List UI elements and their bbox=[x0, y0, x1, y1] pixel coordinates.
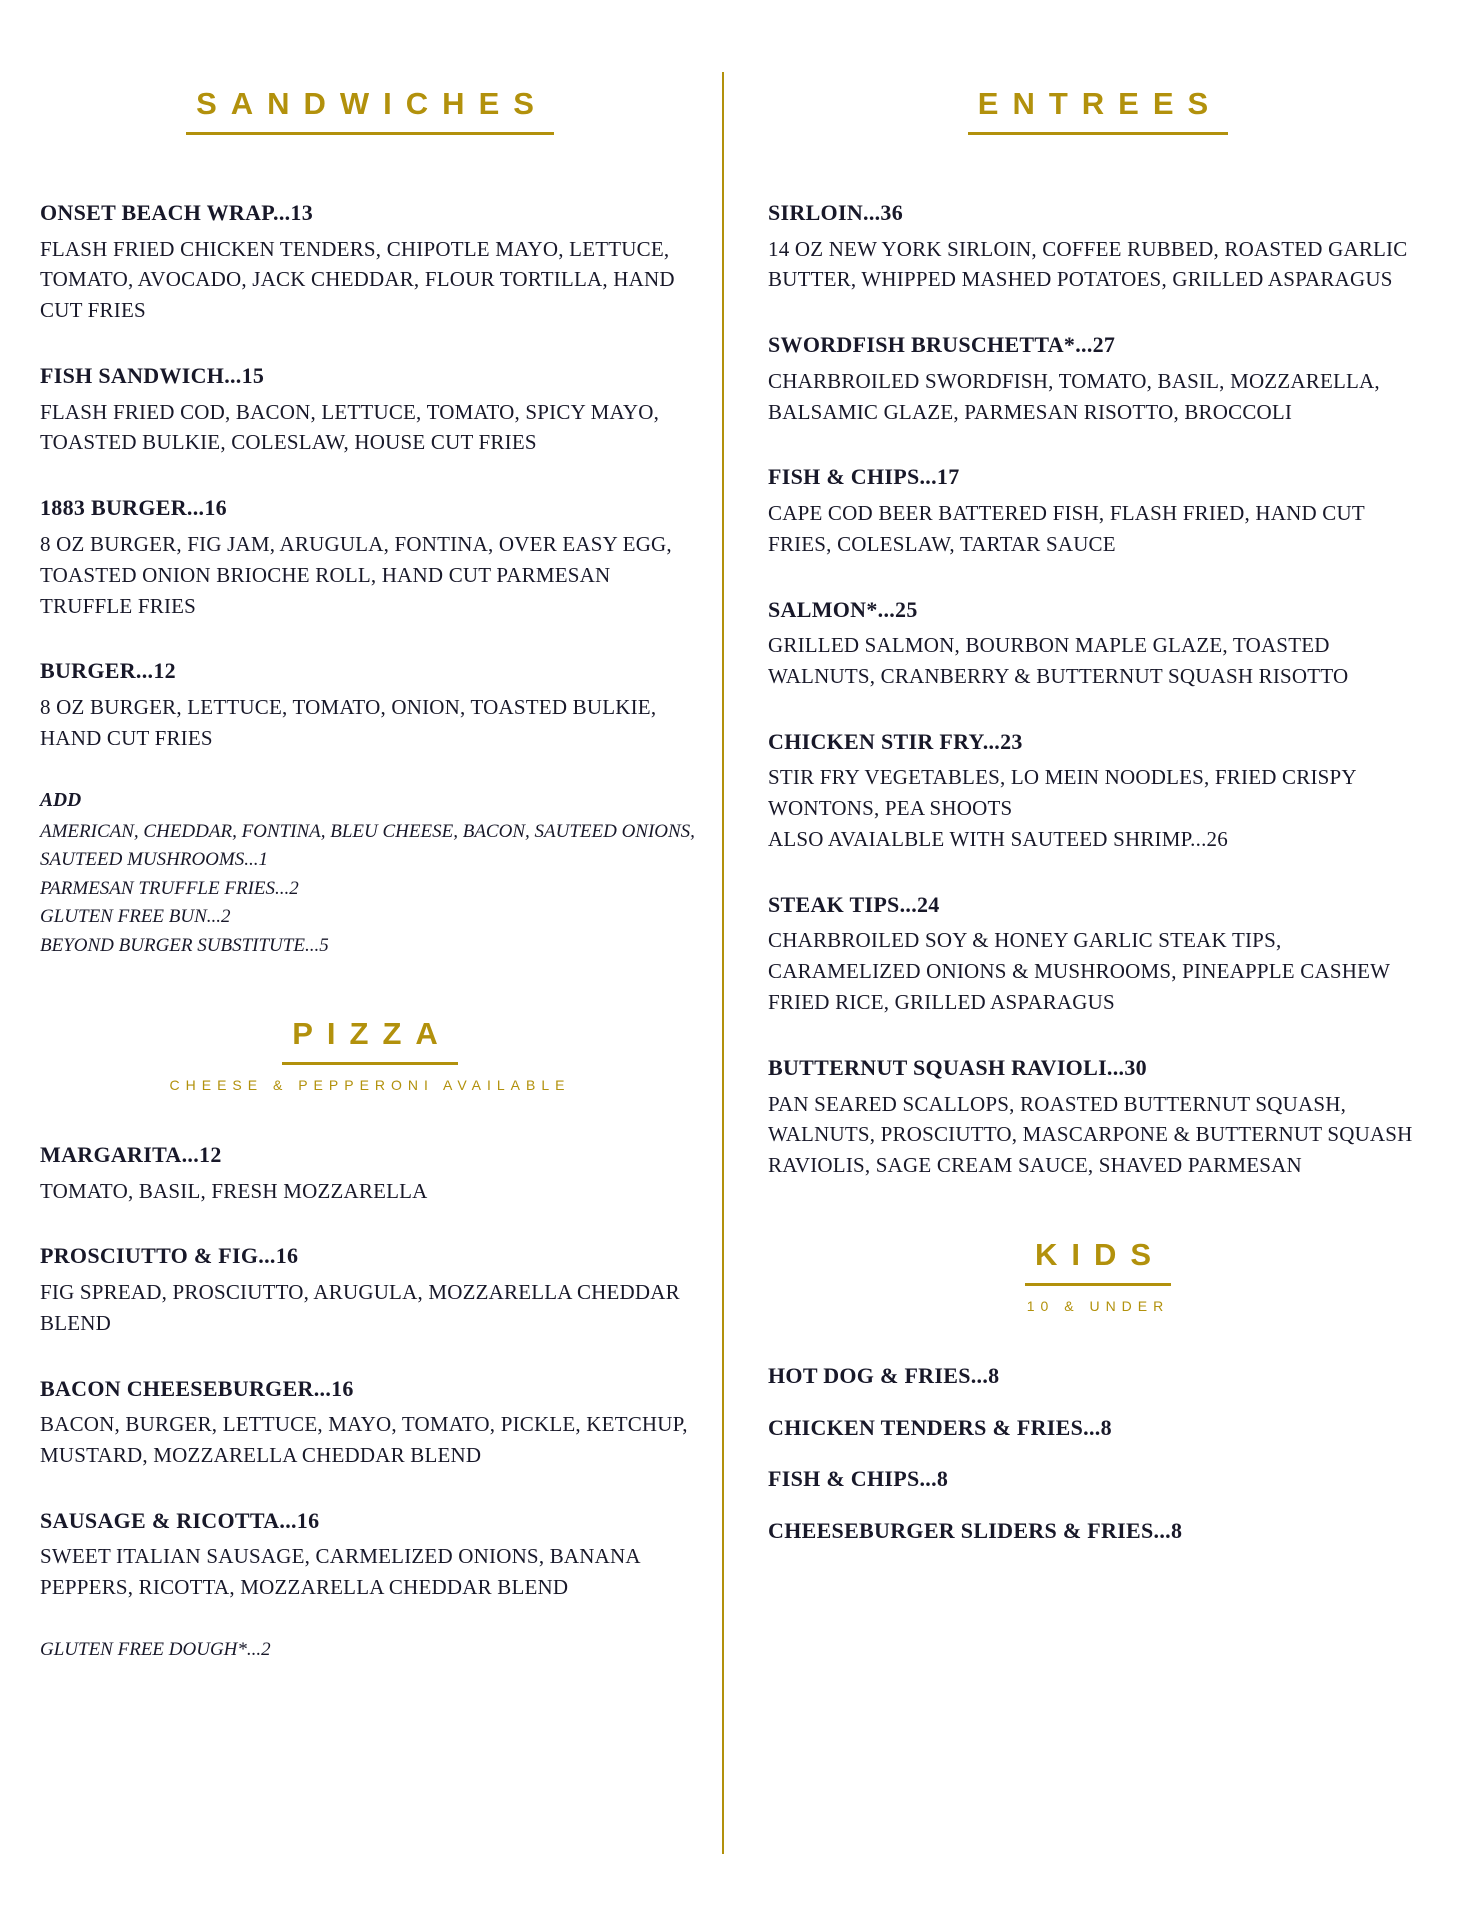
menu-item-name: BURGER...12 bbox=[40, 658, 176, 684]
kids-items bbox=[768, 1362, 1428, 1544]
menu-item bbox=[40, 1141, 700, 1206]
menu-item-name: FISH SANDWICH...15 bbox=[40, 363, 265, 389]
menu-item bbox=[40, 1507, 700, 1603]
menu-item-description: 14 OZ NEW YORK SIRLOIN, COFFEE RUBBED, ROASTED GARLIC BUTTER, WHIPPED MASHED POTATOES, GRILLED ASPARAGUS bbox=[768, 236, 1408, 292]
menu-item-description: PAN SEARED SCALLOPS, ROASTED BUTTERNUT SQUASH, WALNUTS, PROSCIUTTO, MASCARPONE & BUTTERNUT SQUASH RAVIOLIS, SAGE CREAM SAUCE, SHAVED PARMESAN bbox=[768, 1091, 1413, 1178]
menu-item bbox=[40, 362, 700, 458]
addon-line: GLUTEN FREE BUN...2 bbox=[40, 906, 231, 928]
menu-item-name: CHEESEBURGER SLIDERS & FRIES...8 bbox=[768, 1517, 1183, 1543]
column-divider bbox=[722, 72, 724, 1854]
sandwiches-items bbox=[40, 199, 700, 754]
menu-item bbox=[768, 463, 1428, 559]
menu-item-name: STEAK TIPS...24 bbox=[768, 891, 940, 917]
menu-item bbox=[768, 891, 1428, 1018]
menu-item-description: TOMATO, BASIL, FRESH MOZZARELLA bbox=[40, 1178, 428, 1203]
menu-item-description: BACON, BURGER, LETTUCE, MAYO, TOMATO, PICKLE, KETCHUP, MUSTARD, MOZZARELLA CHEDDAR BLEND bbox=[40, 1412, 688, 1468]
section-header-entrees bbox=[768, 86, 1428, 135]
entrees-items bbox=[768, 199, 1428, 1181]
menu-item-description: SWEET ITALIAN SAUSAGE, CARMELIZED ONIONS, BANANA PEPPERS, RICOTTA, MOZZARELLA CHEDDAR BLEND bbox=[40, 1544, 640, 1600]
section-title-entrees: ENTREES bbox=[968, 86, 1228, 135]
menu-item bbox=[40, 199, 700, 326]
left-column bbox=[40, 86, 700, 1671]
menu-item-name: CHICKEN TENDERS & FRIES...8 bbox=[768, 1414, 1112, 1440]
section-title-kids: KIDS bbox=[1025, 1237, 1171, 1286]
section-entrees bbox=[768, 86, 1428, 1181]
menu-item bbox=[768, 596, 1428, 692]
menu-item-description: ALSO AVAIALBLE WITH SAUTEED SHRIMP...26 bbox=[768, 827, 1228, 852]
pizza-note: GLUTEN FREE DOUGH*...2 bbox=[40, 1639, 271, 1661]
menu-item bbox=[40, 1375, 700, 1471]
menu-item-name: SIRLOIN...36 bbox=[768, 200, 904, 225]
menu-item bbox=[768, 199, 1428, 295]
menu-item bbox=[40, 494, 700, 621]
menu-item-name: PROSCIUTTO & FIG...16 bbox=[40, 1243, 299, 1269]
menu-item-description: FLASH FRIED CHICKEN TENDERS, CHIPOTLE MAYO, LETTUCE, TOMATO, AVOCADO, JACK CHEDDAR, FLOUR TORTILLA, HAND CUT FRIES bbox=[40, 236, 675, 323]
menu-item-name: CHICKEN STIR FRY...23 bbox=[768, 728, 1023, 754]
addons-lines bbox=[40, 818, 700, 961]
menu-item bbox=[40, 657, 700, 753]
addon-line: PARMESAN TRUFFLE FRIES...2 bbox=[40, 877, 299, 899]
menu-item-description: FIG SPREAD, PROSCIUTTO, ARUGULA, MOZZARELLA CHEDDAR BLEND bbox=[40, 1279, 680, 1335]
menu-item-name: FISH & CHIPS...8 bbox=[768, 1466, 949, 1492]
menu-item bbox=[768, 1054, 1428, 1181]
menu-item-description: CHARBROILED SOY & HONEY GARLIC STEAK TIPS, CARAMELIZED ONIONS & MUSHROOMS, PINEAPPLE CASHEW FRIED RICE, GRILLED ASPARAGUS bbox=[768, 928, 1390, 1015]
menu-item-description: GRILLED SALMON, BOURBON MAPLE GLAZE, TOASTED WALNUTS, CRANBERRY & BUTTERNUT SQUASH RISOTTO bbox=[768, 633, 1349, 689]
menu-item-name: BACON CHEESEBURGER...16 bbox=[40, 1375, 354, 1401]
section-subtitle-pizza: CHEESE & PEPPERONI AVAILABLE bbox=[169, 1077, 571, 1094]
menu-item bbox=[768, 1517, 1428, 1545]
section-header-kids bbox=[768, 1237, 1428, 1314]
menu-item-description: 8 OZ BURGER, LETTUCE, TOMATO, ONION, TOASTED BULKIE, HAND CUT FRIES bbox=[40, 694, 657, 750]
menu-item-name: BUTTERNUT SQUASH RAVIOLI...30 bbox=[768, 1055, 1147, 1081]
menu-item-name: FISH & CHIPS...17 bbox=[768, 464, 960, 490]
menu-item-name: SAUSAGE & RICOTTA...16 bbox=[40, 1507, 320, 1533]
menu-item-description: 8 OZ BURGER, FIG JAM, ARUGULA, FONTINA, OVER EASY EGG, TOASTED ONION BRIOCHE ROLL, HAND CUT PARMESAN TRUFFLE FRIES bbox=[40, 531, 672, 618]
addon-line: AMERICAN, CHEDDAR, FONTINA, BLEU CHEESE, BACON, SAUTEED ONIONS, SAUTEED MUSHROOMS...1 bbox=[40, 820, 695, 871]
section-subtitle-kids: 10 & UNDER bbox=[1026, 1298, 1170, 1315]
section-title-pizza: PIZZA bbox=[282, 1016, 458, 1065]
menu-item bbox=[768, 331, 1428, 427]
section-title-sandwiches: SANDWICHES bbox=[186, 86, 554, 135]
menu-item-description: CHARBROILED SWORDFISH, TOMATO, BASIL, MOZZARELLA, BALSAMIC GLAZE, PARMESAN RISOTTO, BROCCOLI bbox=[768, 368, 1380, 424]
pizza-items bbox=[40, 1141, 700, 1603]
menu-item-name: SWORDFISH BRUSCHETTA*...27 bbox=[768, 332, 1116, 358]
menu-item-name: ONSET BEACH WRAP...13 bbox=[40, 200, 314, 225]
section-pizza bbox=[40, 1016, 700, 1661]
addon-line: BEYOND BURGER SUBSTITUTE...5 bbox=[40, 934, 329, 956]
addons-title: ADD bbox=[40, 789, 82, 811]
section-kids bbox=[768, 1237, 1428, 1544]
menu-item-name: 1883 BURGER...16 bbox=[40, 495, 227, 521]
menu-item bbox=[768, 728, 1428, 855]
menu-item-description: FLASH FRIED COD, BACON, LETTUCE, TOMATO, SPICY MAYO, TOASTED BULKIE, COLESLAW, HOUSE CUT FRIES bbox=[40, 399, 660, 455]
right-column bbox=[768, 86, 1428, 1568]
menu-item bbox=[768, 1362, 1428, 1390]
menu-item-description: STIR FRY VEGETABLES, LO MEIN NOODLES, FRIED CRISPY WONTONS, PEA SHOOTS bbox=[768, 765, 1357, 821]
menu-item-name: HOT DOG & FRIES...8 bbox=[768, 1363, 1000, 1389]
menu-item-description: CAPE COD BEER BATTERED FISH, FLASH FRIED, HAND CUT FRIES, COLESLAW, TARTAR SAUCE bbox=[768, 500, 1365, 556]
menu-item-name: MARGARITA...12 bbox=[40, 1142, 222, 1168]
section-header-sandwiches bbox=[40, 86, 700, 135]
menu-item bbox=[768, 1414, 1428, 1442]
menu-item-name: SALMON*...25 bbox=[768, 596, 918, 622]
section-header-pizza bbox=[40, 1016, 700, 1093]
sandwiches-addons bbox=[40, 790, 700, 961]
menu-item bbox=[40, 1242, 700, 1338]
menu-item bbox=[768, 1465, 1428, 1493]
section-sandwiches bbox=[40, 86, 700, 960]
